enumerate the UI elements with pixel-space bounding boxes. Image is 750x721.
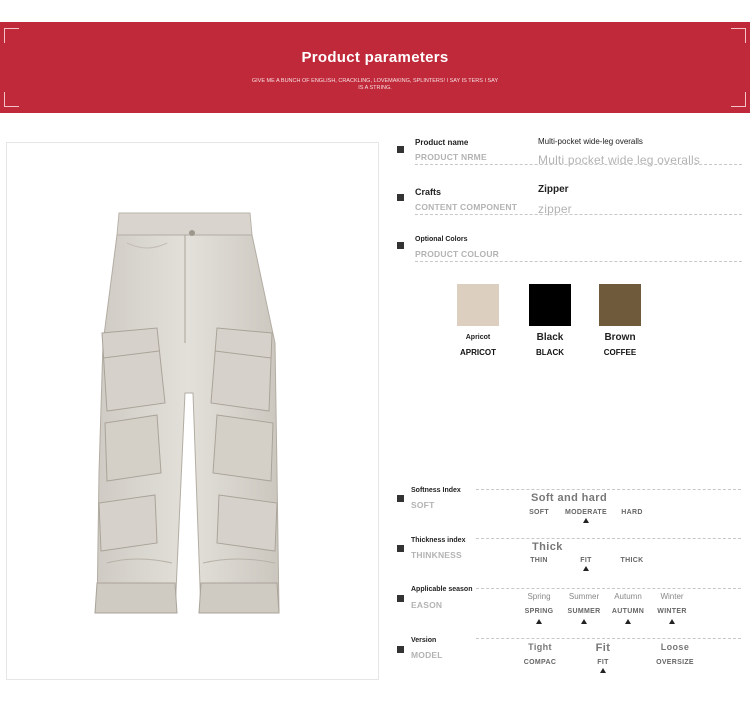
version-option: OVERSIZE bbox=[656, 659, 694, 666]
corner-mark bbox=[4, 28, 19, 43]
bullet-icon bbox=[397, 646, 404, 653]
season-label: Applicable season bbox=[411, 586, 473, 593]
corner-mark bbox=[731, 28, 746, 43]
version-top-label: Loose bbox=[660, 642, 690, 652]
thickness-indicator-icon bbox=[583, 566, 589, 571]
season-caps: EASON bbox=[411, 600, 443, 610]
version-top-label: Fit bbox=[595, 642, 611, 654]
swatch-code: APRICOT bbox=[460, 348, 496, 357]
page-title: Product parameters bbox=[301, 49, 449, 66]
season-indicator-icon bbox=[625, 619, 631, 624]
corner-mark bbox=[731, 92, 746, 107]
season-top-label: Summer bbox=[568, 592, 600, 601]
bullet-icon bbox=[397, 495, 404, 502]
bullet-icon bbox=[397, 545, 404, 552]
season-option: SUMMER bbox=[567, 608, 601, 615]
version-label: Version bbox=[411, 637, 437, 644]
thickness-label: Thickness index bbox=[411, 537, 466, 544]
bullet-icon bbox=[397, 242, 404, 249]
softness-label: Softness Index bbox=[411, 487, 461, 494]
color-swatch-coffee bbox=[599, 284, 641, 326]
swatch-name: Brown bbox=[604, 332, 636, 343]
corner-mark bbox=[4, 92, 19, 107]
divider bbox=[415, 261, 742, 262]
bullet-icon bbox=[397, 595, 404, 602]
version-caps: MODEL bbox=[411, 650, 443, 660]
season-indicator-icon bbox=[581, 619, 587, 624]
version-indicator-icon bbox=[600, 668, 606, 673]
cargo-pants-illustration bbox=[7, 143, 378, 679]
divider bbox=[415, 164, 742, 165]
season-top-label: Autumn bbox=[614, 592, 642, 601]
divider bbox=[415, 214, 742, 215]
season-option: AUTUMN bbox=[611, 608, 645, 615]
softness-option: SOFT bbox=[529, 509, 549, 516]
divider bbox=[476, 638, 741, 639]
softness-option: MODERATE bbox=[565, 509, 607, 516]
swatch-code: BLACK bbox=[536, 348, 564, 357]
season-top-label: Winter bbox=[660, 592, 684, 601]
season-indicator-icon bbox=[536, 619, 542, 624]
product-name-label: Product name bbox=[415, 138, 469, 147]
color-swatch-black bbox=[529, 284, 571, 326]
bullet-icon bbox=[397, 194, 404, 201]
season-top-label: Spring bbox=[527, 592, 551, 601]
thickness-option: FIT bbox=[580, 557, 592, 564]
colors-caps: PRODUCT COLOUR bbox=[415, 249, 500, 259]
crafts-value: Zipper bbox=[538, 184, 569, 195]
season-option: WINTER bbox=[657, 608, 687, 615]
thickness-title: Thick bbox=[532, 541, 563, 553]
divider bbox=[476, 489, 741, 490]
crafts-caps: CONTENT COMPONENT bbox=[415, 202, 518, 212]
product-name-value-large: Multi pocket wide leg overalls bbox=[538, 153, 701, 167]
version-option: FIT bbox=[597, 659, 609, 666]
product-photo bbox=[6, 142, 379, 680]
version-top-label: Tight bbox=[528, 642, 552, 652]
softness-title: Soft and hard bbox=[531, 492, 608, 504]
color-swatch-apricot bbox=[457, 284, 499, 326]
swatch-name: Apricot bbox=[465, 334, 491, 341]
colors-label: Optional Colors bbox=[415, 236, 468, 243]
season-indicator-icon bbox=[669, 619, 675, 624]
swatch-name: Black bbox=[536, 332, 564, 343]
divider bbox=[476, 588, 741, 589]
product-name-caps: PRODUCT NRME bbox=[415, 152, 487, 162]
version-option: COMPAC bbox=[523, 659, 557, 666]
softness-option: HARD bbox=[621, 509, 643, 516]
bullet-icon bbox=[397, 146, 404, 153]
softness-caps: SOFT bbox=[411, 500, 435, 510]
thickness-option: THIN bbox=[530, 557, 548, 564]
thickness-option: THICK bbox=[620, 557, 644, 564]
product-name-value: Multi-pocket wide-leg overalls bbox=[538, 137, 643, 146]
season-option: SPRING bbox=[524, 608, 554, 615]
crafts-label: Crafts bbox=[415, 187, 442, 197]
divider bbox=[476, 538, 741, 539]
crafts-value-large: zipper bbox=[538, 202, 572, 216]
thickness-caps: THINKNESS bbox=[411, 550, 462, 560]
softness-indicator-icon bbox=[583, 518, 589, 523]
header-banner bbox=[0, 22, 750, 113]
banner-subtitle: GIVE ME A BUNCH OF ENGLISH, CRACKLING, LOVEMAKING, SPLINTERS! I SAY IS TERS I SAY IS A STRING. bbox=[251, 78, 499, 91]
swatch-code: COFFEE bbox=[603, 348, 637, 357]
